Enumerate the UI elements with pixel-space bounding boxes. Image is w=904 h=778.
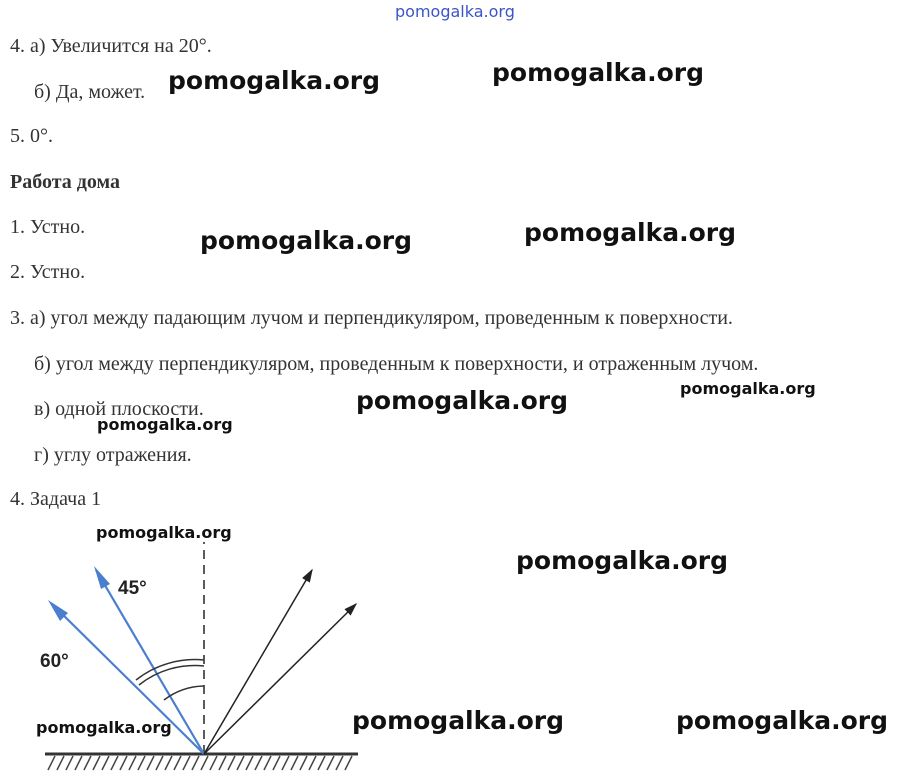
header-watermark: pomogalka.org: [395, 2, 515, 21]
home-answer-3c: в) одной плоскости.: [34, 398, 204, 420]
answer-5: 5. 0°.: [10, 125, 53, 147]
incident-ray-45-arrowhead: [94, 566, 110, 589]
watermark: pomogalka.org: [168, 66, 381, 95]
reflection-diagram: [0, 520, 380, 778]
watermark: pomogalka.org: [96, 523, 232, 542]
angle-label-60: 60°: [40, 651, 69, 672]
home-answer-3a: 3. а) угол между падающим лучом и перпендикуляром, проведенным к поверхности.: [10, 307, 733, 329]
angle-arc-outer-2: [139, 666, 204, 685]
angle-arc-outer: [136, 660, 204, 680]
home-answer-4: 4. Задача 1: [10, 488, 102, 510]
watermark: pomogalka.org: [492, 58, 705, 87]
home-answer-3b: б) угол между перпендикуляром, проведенным к поверхности, и отраженным лучом.: [34, 353, 759, 375]
answer-4a: 4. а) Увеличится на 20°.: [10, 35, 212, 57]
watermark: pomogalka.org: [524, 218, 737, 247]
watermark: pomogalka.org: [200, 226, 413, 255]
watermark: pomogalka.org: [356, 386, 569, 415]
watermark: pomogalka.org: [36, 718, 172, 737]
home-answer-3d: г) углу отражения.: [34, 444, 192, 466]
home-answer-2: 2. Устно.: [10, 261, 86, 283]
watermark: pomogalka.org: [516, 546, 729, 575]
reflected-ray-45: [204, 570, 312, 754]
watermark: pomogalka.org: [676, 706, 889, 735]
answer-4b: б) Да, может.: [34, 81, 146, 103]
home-answer-1: 1. Устно.: [10, 216, 86, 238]
watermark: pomogalka.org: [97, 415, 233, 434]
reflected-ray-60: [204, 604, 356, 754]
section-heading: Работа дома: [10, 171, 120, 193]
surface-hatching: [48, 756, 352, 770]
angle-label-45: 45°: [118, 578, 147, 599]
watermark: pomogalka.org: [680, 379, 816, 398]
watermark: pomogalka.org: [352, 706, 565, 735]
